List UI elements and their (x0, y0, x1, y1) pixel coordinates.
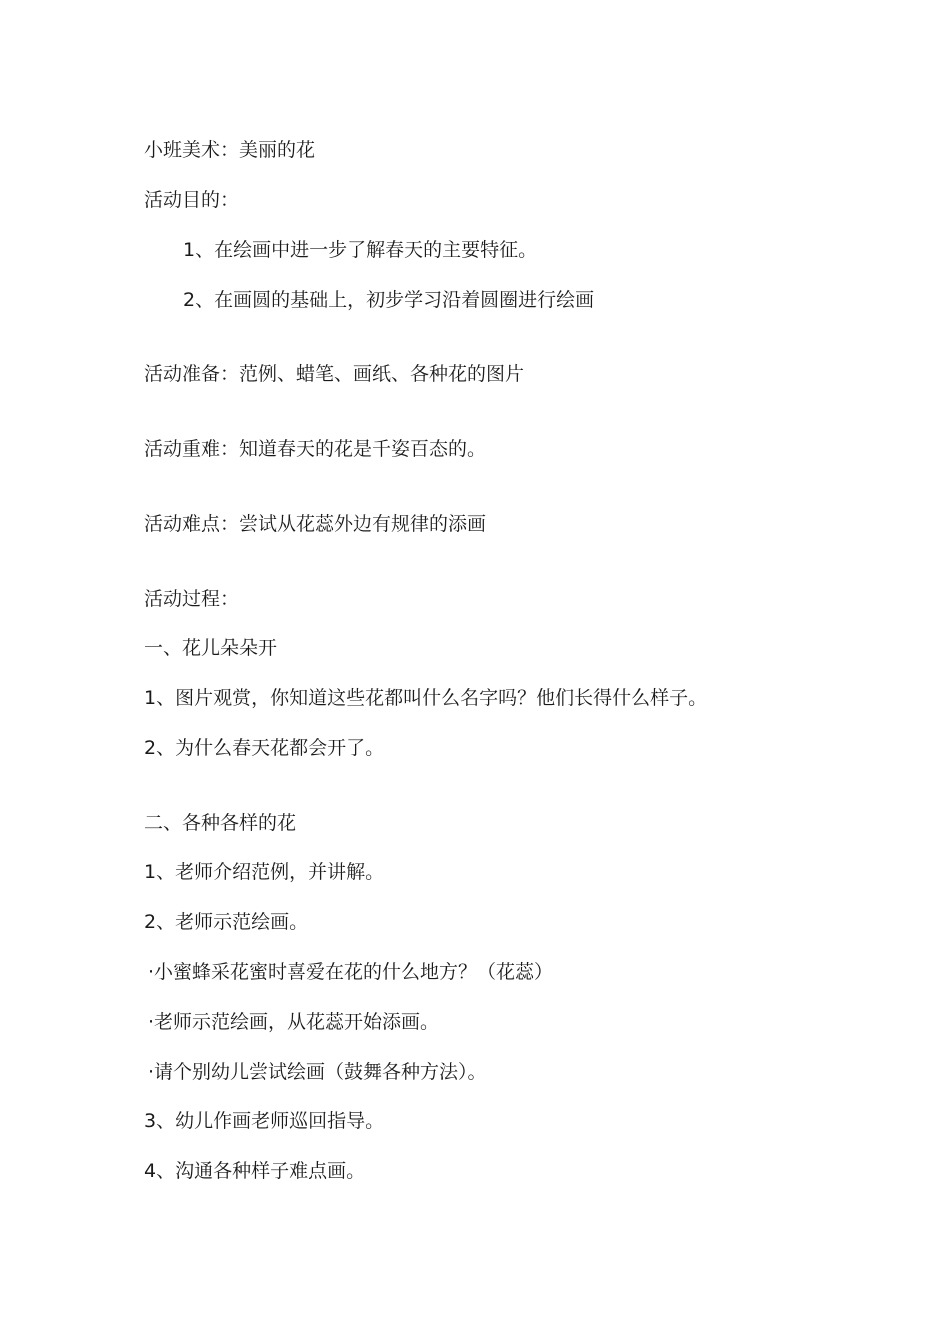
section-heading: 二、各种各样的花 (144, 812, 297, 834)
bullet-item: ·小蜜蜂采花蜜时喜爱在花的什么地方？（花蕊） (148, 961, 554, 983)
list-item: 4、沟通各种样子难点画。 (144, 1160, 366, 1182)
list-item: 1、图片观赏，你知道这些花都叫什么名字吗？他们长得什么样子。 (144, 687, 708, 709)
list-item: 2、老师示范绘画。 (144, 911, 309, 933)
list-item: 2、为什么春天花都会开了。 (144, 737, 385, 759)
difficulty-text: 活动难点：尝试从花蕊外边有规律的添画 (144, 513, 487, 535)
preparation-text: 活动准备：范例、蜡笔、画纸、各种花的图片 (144, 363, 525, 385)
document-title: 小班美术：美丽的花 (144, 139, 316, 161)
goals-heading: 活动目的： (144, 189, 240, 211)
section-heading: 一、花儿朵朵开 (144, 637, 278, 659)
goal-item: 2、在画圆的基础上，初步学习沿着圆圈进行绘画 (183, 289, 595, 311)
goal-item: 1、在绘画中进一步了解春天的主要特征。 (183, 239, 538, 261)
list-item: 3、幼儿作画老师巡回指导。 (144, 1110, 385, 1132)
key-point-text: 活动重难：知道春天的花是千姿百态的。 (144, 438, 487, 460)
process-heading: 活动过程： (144, 588, 240, 610)
bullet-item: ·老师示范绘画，从花蕊开始添画。 (148, 1011, 440, 1033)
list-item: 1、老师介绍范例，并讲解。 (144, 861, 385, 883)
bullet-item: ·请个别幼儿尝试绘画（鼓舞各种方法）。 (148, 1061, 487, 1083)
